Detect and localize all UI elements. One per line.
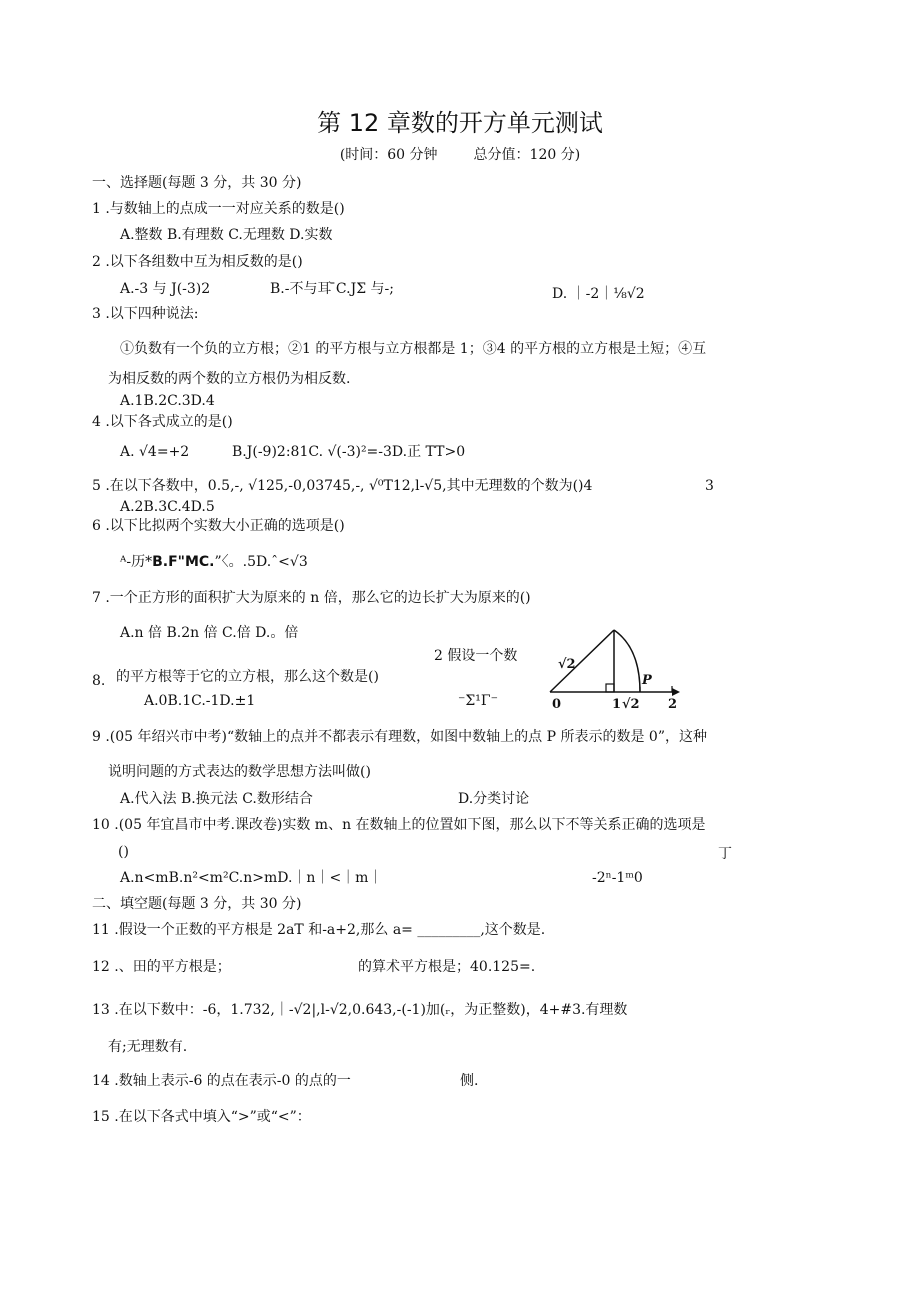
- q3-statement-line2: 为相反数的两个数的立方根仍为相反数.: [108, 371, 351, 387]
- section2-heading: 二、填空题(每题 3 分，共 30 分): [92, 896, 302, 912]
- exam-time: (时间：60 分钟: [339, 147, 438, 163]
- number-line-figure: [544, 626, 684, 710]
- q2-option-d: D. ｜-2｜⅛√2: [552, 286, 645, 302]
- q6-stem: 6 .以下比拟两个实数大小正确的选项是(): [92, 518, 345, 534]
- q9-stem-line2: 说明问题的方式表达的数学思想方法叫做(): [108, 764, 371, 780]
- tick-label-1: 1: [612, 697, 622, 710]
- q5-options: A.2B.3C.4D.5: [120, 499, 215, 515]
- q8-side-text: 2 假设一个数: [434, 648, 518, 664]
- q3-stem: 3 .以下四种说法:: [92, 306, 199, 322]
- exam-score: 总分值：120 分): [473, 147, 581, 163]
- q14-part2: 侧.: [460, 1073, 479, 1089]
- q6-options: [120, 553, 308, 571]
- page-subtitle: [0, 146, 920, 164]
- q1-stem: 1 .与数轴上的点成一一对应关系的数是(): [92, 201, 345, 217]
- q4-stem: 4 .以下各式成立的是(): [92, 414, 233, 430]
- q1-options: A.整数 B.有理数 C.无理数 D.实数: [120, 227, 333, 243]
- q10-mark: 丁: [718, 846, 732, 862]
- q5-stem: 5 .在以下各数中，0.5,-, √125,-0,03745,-, √⁰T12,l-√5,其中无理数的个数为()4: [92, 478, 593, 494]
- q9-option-d: D.分类讨论: [458, 791, 530, 807]
- q10-paren: (): [118, 844, 129, 860]
- q8-number: 8.: [92, 673, 106, 689]
- q3-options: A.1B.2C.3D.4: [120, 393, 215, 409]
- q13-line2: 有;无理数有.: [108, 1039, 188, 1055]
- q2-stem: 2 .以下各组数中互为相反数的是(): [92, 254, 303, 270]
- section1-heading: 一、选择题(每题 3 分，共 30 分): [92, 175, 302, 191]
- right-angle-mark: [606, 684, 614, 692]
- q2-option-bc: B.-不与耳 ̄C.JΣ 与-;: [270, 281, 394, 297]
- q12-part2: 的算术平方根是；40.125=.: [358, 959, 536, 975]
- q10-options: A.n<mB.n²<m²C.n>mD.｜n｜<｜m｜: [120, 870, 383, 886]
- q8-formula: ⁻Σ¹Γ⁻: [458, 693, 499, 709]
- q15-stem: 15 .在以下各式中填入“>”或“<”：: [92, 1109, 311, 1125]
- q10-stem: 10 .(05 年宜昌市中考.课改卷)实数 m、n 在数轴上的位置如下图，那么以下不等关系正确的选项是: [92, 817, 706, 833]
- tick-label-2: 2: [668, 697, 678, 710]
- q6-option-b: B.F"MC.: [152, 554, 215, 570]
- q7-options: A.n 倍 B.2n 倍 C.倍 D.。倍: [120, 625, 299, 641]
- q13-line1: 13 .在以下数中：-6，1.732,｜-√2|,l-√2,0.643,-(-1)加(ᵣ，为正整数)，4+#3.有理数: [92, 1002, 628, 1018]
- q8-options: A.0B.1C.-1D.±1: [144, 693, 256, 709]
- q6-option-rest: ”〈。.5D.ˆ<√3: [214, 554, 308, 570]
- q2-option-a: A.-3 与 J(-3)2: [120, 281, 211, 297]
- label-sqrt2: √2: [558, 657, 576, 672]
- axis-arrow-icon: [672, 688, 680, 696]
- q14-part1: 14 .数轴上表示-6 的点在表示-0 的点的一: [92, 1073, 351, 1089]
- q9-stem: 9 .(05 年绍兴市中考)“数轴上的点并不都表示有理数，如图中数轴上的点 P 所表示的数是 0”，这种: [92, 729, 707, 745]
- q11-stem: 11 .假设一个正数的平方根是 2aT 和-a+2,那么 a= _________,这个数是.: [92, 922, 546, 938]
- q4-options-bcd: B.J(-9)2:81C. √(-3)²=-3D.正 TT>0: [232, 444, 466, 460]
- q3-statement-line1: ①负数有一个负的立方根；②1 的平方根与立方根都是 1；③4 的平方根的立方根是土短；④互: [120, 341, 707, 357]
- tick-label-0: 0: [552, 697, 562, 710]
- q7-stem: 7 .一个正方形的面积扩大为原来的 n 倍，那么它的边长扩大为原来的(): [92, 590, 531, 606]
- label-p: P: [642, 673, 652, 688]
- q9-options-abc: A.代入法 B.换元法 C.数形结合: [120, 791, 313, 807]
- q5-tail: 3: [705, 478, 714, 494]
- q10-axis-labels: -2ⁿ-1ᵐ0: [592, 870, 643, 886]
- q6-option-prefix: ᴬ-历*: [120, 554, 153, 570]
- q8-stem: 的平方根等于它的立方根，那么这个数是(): [116, 669, 379, 685]
- q4-option-a: A. √4=+2: [120, 444, 190, 460]
- q12-part1: 12 .、田的平方根是；: [92, 959, 231, 975]
- tick-label-sqrt2: √2: [622, 697, 640, 710]
- page-title: 第 12 章数的开方单元测试: [317, 109, 603, 137]
- compass-arc: [614, 630, 640, 692]
